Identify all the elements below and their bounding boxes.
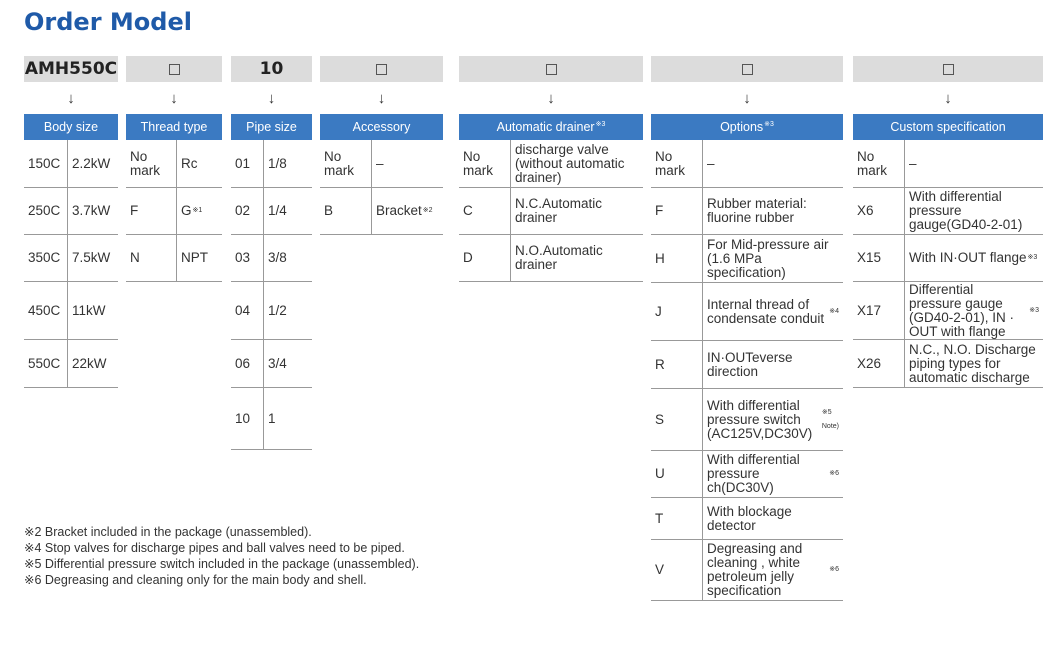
option-code: No mark: [126, 140, 177, 187]
option-code: 02: [231, 188, 264, 234]
option-description: With blockage detector: [707, 503, 792, 533]
table-row: [24, 140, 118, 188]
option-description: With differential pressure gauge(GD40-2-01): [909, 189, 1023, 232]
footnote: ※6 Degreasing and cleaning only for the main body and shell.: [24, 573, 367, 587]
table-row: [231, 282, 312, 340]
table-row: [651, 451, 843, 498]
table-row: [459, 188, 643, 235]
option-description: Internal thread of condensate conduit ※4: [707, 296, 839, 326]
option-description: 3/8: [268, 250, 287, 265]
column-accessory: [320, 56, 443, 235]
option-description: Rubber material: fluorine rubber: [707, 196, 807, 225]
down-arrow-icon: ↓: [267, 89, 276, 107]
option-description: With differential pressure ch(DC30V) ※6: [707, 452, 839, 495]
table-row: [651, 540, 843, 601]
footnotes: [24, 524, 419, 588]
option-description: 3.7kW: [72, 203, 111, 218]
table-row: [651, 283, 843, 341]
option-code: S: [651, 389, 703, 450]
down-arrow-icon: ↓: [67, 89, 75, 107]
blank-box-icon: [376, 64, 387, 75]
option-code: 450C: [24, 282, 68, 339]
model-code-segment: [459, 56, 643, 82]
option-code: X17: [853, 282, 905, 339]
column-body-size: [24, 56, 118, 388]
table-row: [231, 340, 312, 388]
column-pipe-size: [231, 56, 312, 450]
option-code: No mark: [459, 140, 511, 187]
blank-box-icon: [943, 64, 954, 75]
table-row: [651, 498, 843, 540]
note-mark: ※3: [1027, 254, 1038, 261]
option-code: 03: [231, 235, 264, 281]
option-code: H: [651, 235, 703, 282]
option-code: 01: [231, 140, 264, 187]
model-code-segment: [853, 56, 1043, 82]
table-row: [231, 235, 312, 282]
option-code: V: [651, 540, 703, 600]
option-description: For Mid-pressure air (1.6 MPa specification): [707, 236, 829, 280]
option-description: Differential pressure gauge (GD40-2-01), IN · OUT with flange ※3: [909, 281, 1039, 339]
footnote: ※4 Stop valves for discharge pipes and ball valves need to be piped.: [24, 541, 405, 555]
column-automatic-drainer: [459, 56, 643, 282]
option-description: IN·OUTeverse direction: [707, 349, 793, 379]
note-mark: ※3: [1029, 306, 1039, 314]
table-row: [24, 188, 118, 235]
blank-box-icon: [169, 64, 180, 75]
model-code-segment: [651, 56, 843, 82]
option-code: 250C: [24, 188, 68, 234]
option-description: N.C., N.O. Discharge piping types for automatic discharge: [909, 341, 1036, 385]
option-code: X15: [853, 235, 905, 281]
blank-box-icon: [546, 64, 557, 75]
option-description: NPT: [181, 250, 208, 265]
table-row: [459, 140, 643, 188]
option-code: F: [651, 188, 703, 234]
option-description: Degreasing and cleaning , white petroleum jelly specification ※6: [707, 541, 839, 598]
table-row: [24, 235, 118, 282]
option-description: discharge valve (without automatic drainer): [515, 141, 625, 185]
table-row: [320, 140, 443, 188]
table-row: [126, 235, 222, 282]
option-description: N.O.Automatic drainer: [515, 243, 603, 272]
table-row: [459, 235, 643, 282]
down-arrow-icon: ↓: [743, 89, 751, 107]
column-header: Options $^{※3}$: [651, 114, 843, 140]
note-mark: ※1: [192, 207, 203, 214]
model-code-segment: 10: [231, 56, 312, 82]
table-row: [231, 388, 312, 450]
down-arrow-icon: ↓: [547, 89, 555, 107]
option-description: 22kW: [72, 355, 107, 371]
option-code: 150C: [24, 140, 68, 187]
column-thread-type: [126, 56, 222, 282]
option-code: D: [459, 235, 511, 281]
option-code: F: [126, 188, 177, 234]
header-note: ※3: [764, 121, 774, 128]
down-arrow-icon: ↓: [170, 89, 178, 107]
table-row: [320, 188, 443, 235]
table-row: [651, 235, 843, 283]
option-description: 11kW: [72, 302, 106, 318]
option-code: 350C: [24, 235, 68, 281]
table-row: [24, 340, 118, 388]
option-code: No mark: [853, 140, 905, 187]
column-header: Body size: [24, 114, 118, 140]
page-title: Order Model: [24, 8, 192, 36]
option-description: Bracket ※2: [376, 203, 433, 218]
option-description: G ※1: [181, 203, 203, 218]
option-code: No mark: [320, 140, 372, 187]
option-description: With differential pressure switch (AC125V,DC30V) ※5 Note): [707, 397, 839, 441]
footnote: ※2 Bracket included in the package (unassembled).: [24, 525, 312, 539]
down-arrow-icon: ↓: [377, 89, 386, 107]
option-description: 2.2kW: [72, 155, 111, 171]
note-mark: ※6: [829, 470, 839, 477]
note-mark: ※6: [829, 566, 839, 573]
option-description: 7.5kW: [72, 250, 111, 265]
note-mark: ※5 Note): [821, 408, 839, 430]
down-arrow-icon: ↓: [944, 89, 952, 107]
option-code: C: [459, 188, 511, 234]
option-description: –: [707, 155, 715, 171]
table-row: [651, 341, 843, 389]
option-description: N.C.Automatic drainer: [515, 196, 603, 225]
option-code: J: [651, 283, 703, 340]
model-code-segment: [320, 56, 443, 82]
table-row: [126, 140, 222, 188]
table-row: [24, 282, 118, 340]
column-header: Thread type: [126, 114, 222, 140]
option-description: 1/4: [268, 203, 287, 218]
option-code: U: [651, 451, 703, 497]
table-row: [231, 188, 312, 235]
table-row: [853, 282, 1043, 340]
option-description: With IN·OUT flange ※3: [909, 250, 1038, 265]
table-row: [126, 188, 222, 235]
table-row: [651, 188, 843, 235]
column-options: [651, 56, 843, 601]
footnote: ※5 Differential pressure switch included in the package (unassembled).: [24, 557, 420, 571]
model-code-segment: AMH550C: [24, 56, 118, 82]
note-mark: ※2: [422, 207, 433, 214]
table-row: [651, 389, 843, 451]
option-code: X26: [853, 340, 905, 387]
option-description: 1/8: [268, 155, 287, 171]
table-row: [853, 235, 1043, 282]
column-header: Custom specification: [853, 114, 1043, 140]
option-description: –: [909, 155, 917, 171]
blank-box-icon: [742, 64, 753, 75]
option-description: –: [376, 155, 384, 171]
column-header: Pipe size: [231, 114, 312, 140]
table-row: [853, 188, 1043, 235]
option-code: X6: [853, 188, 905, 234]
option-code: 550C: [24, 340, 68, 387]
option-code: No mark: [651, 140, 703, 187]
option-code: R: [651, 341, 703, 388]
table-row: [651, 140, 843, 188]
option-code: T: [651, 498, 703, 539]
header-note: ※3: [595, 121, 606, 128]
column-custom-specification: [853, 56, 1043, 388]
option-description: Rc: [181, 155, 198, 171]
option-description: 1: [268, 410, 276, 426]
option-code: N: [126, 235, 177, 281]
column-header: Accessory: [320, 114, 443, 140]
option-description: 1/2: [268, 302, 287, 318]
column-header: Automatic drainer $^{※3}$: [459, 114, 643, 140]
option-description: 3/4: [268, 355, 287, 371]
option-code: 10: [231, 388, 264, 449]
table-row: [853, 140, 1043, 188]
model-code-segment: [126, 56, 222, 82]
option-code: 06: [231, 340, 264, 387]
table-row: [231, 140, 312, 188]
option-code: B: [320, 188, 372, 234]
note-mark: ※4: [829, 307, 839, 315]
option-code: 04: [231, 282, 264, 339]
table-row: [853, 340, 1043, 388]
